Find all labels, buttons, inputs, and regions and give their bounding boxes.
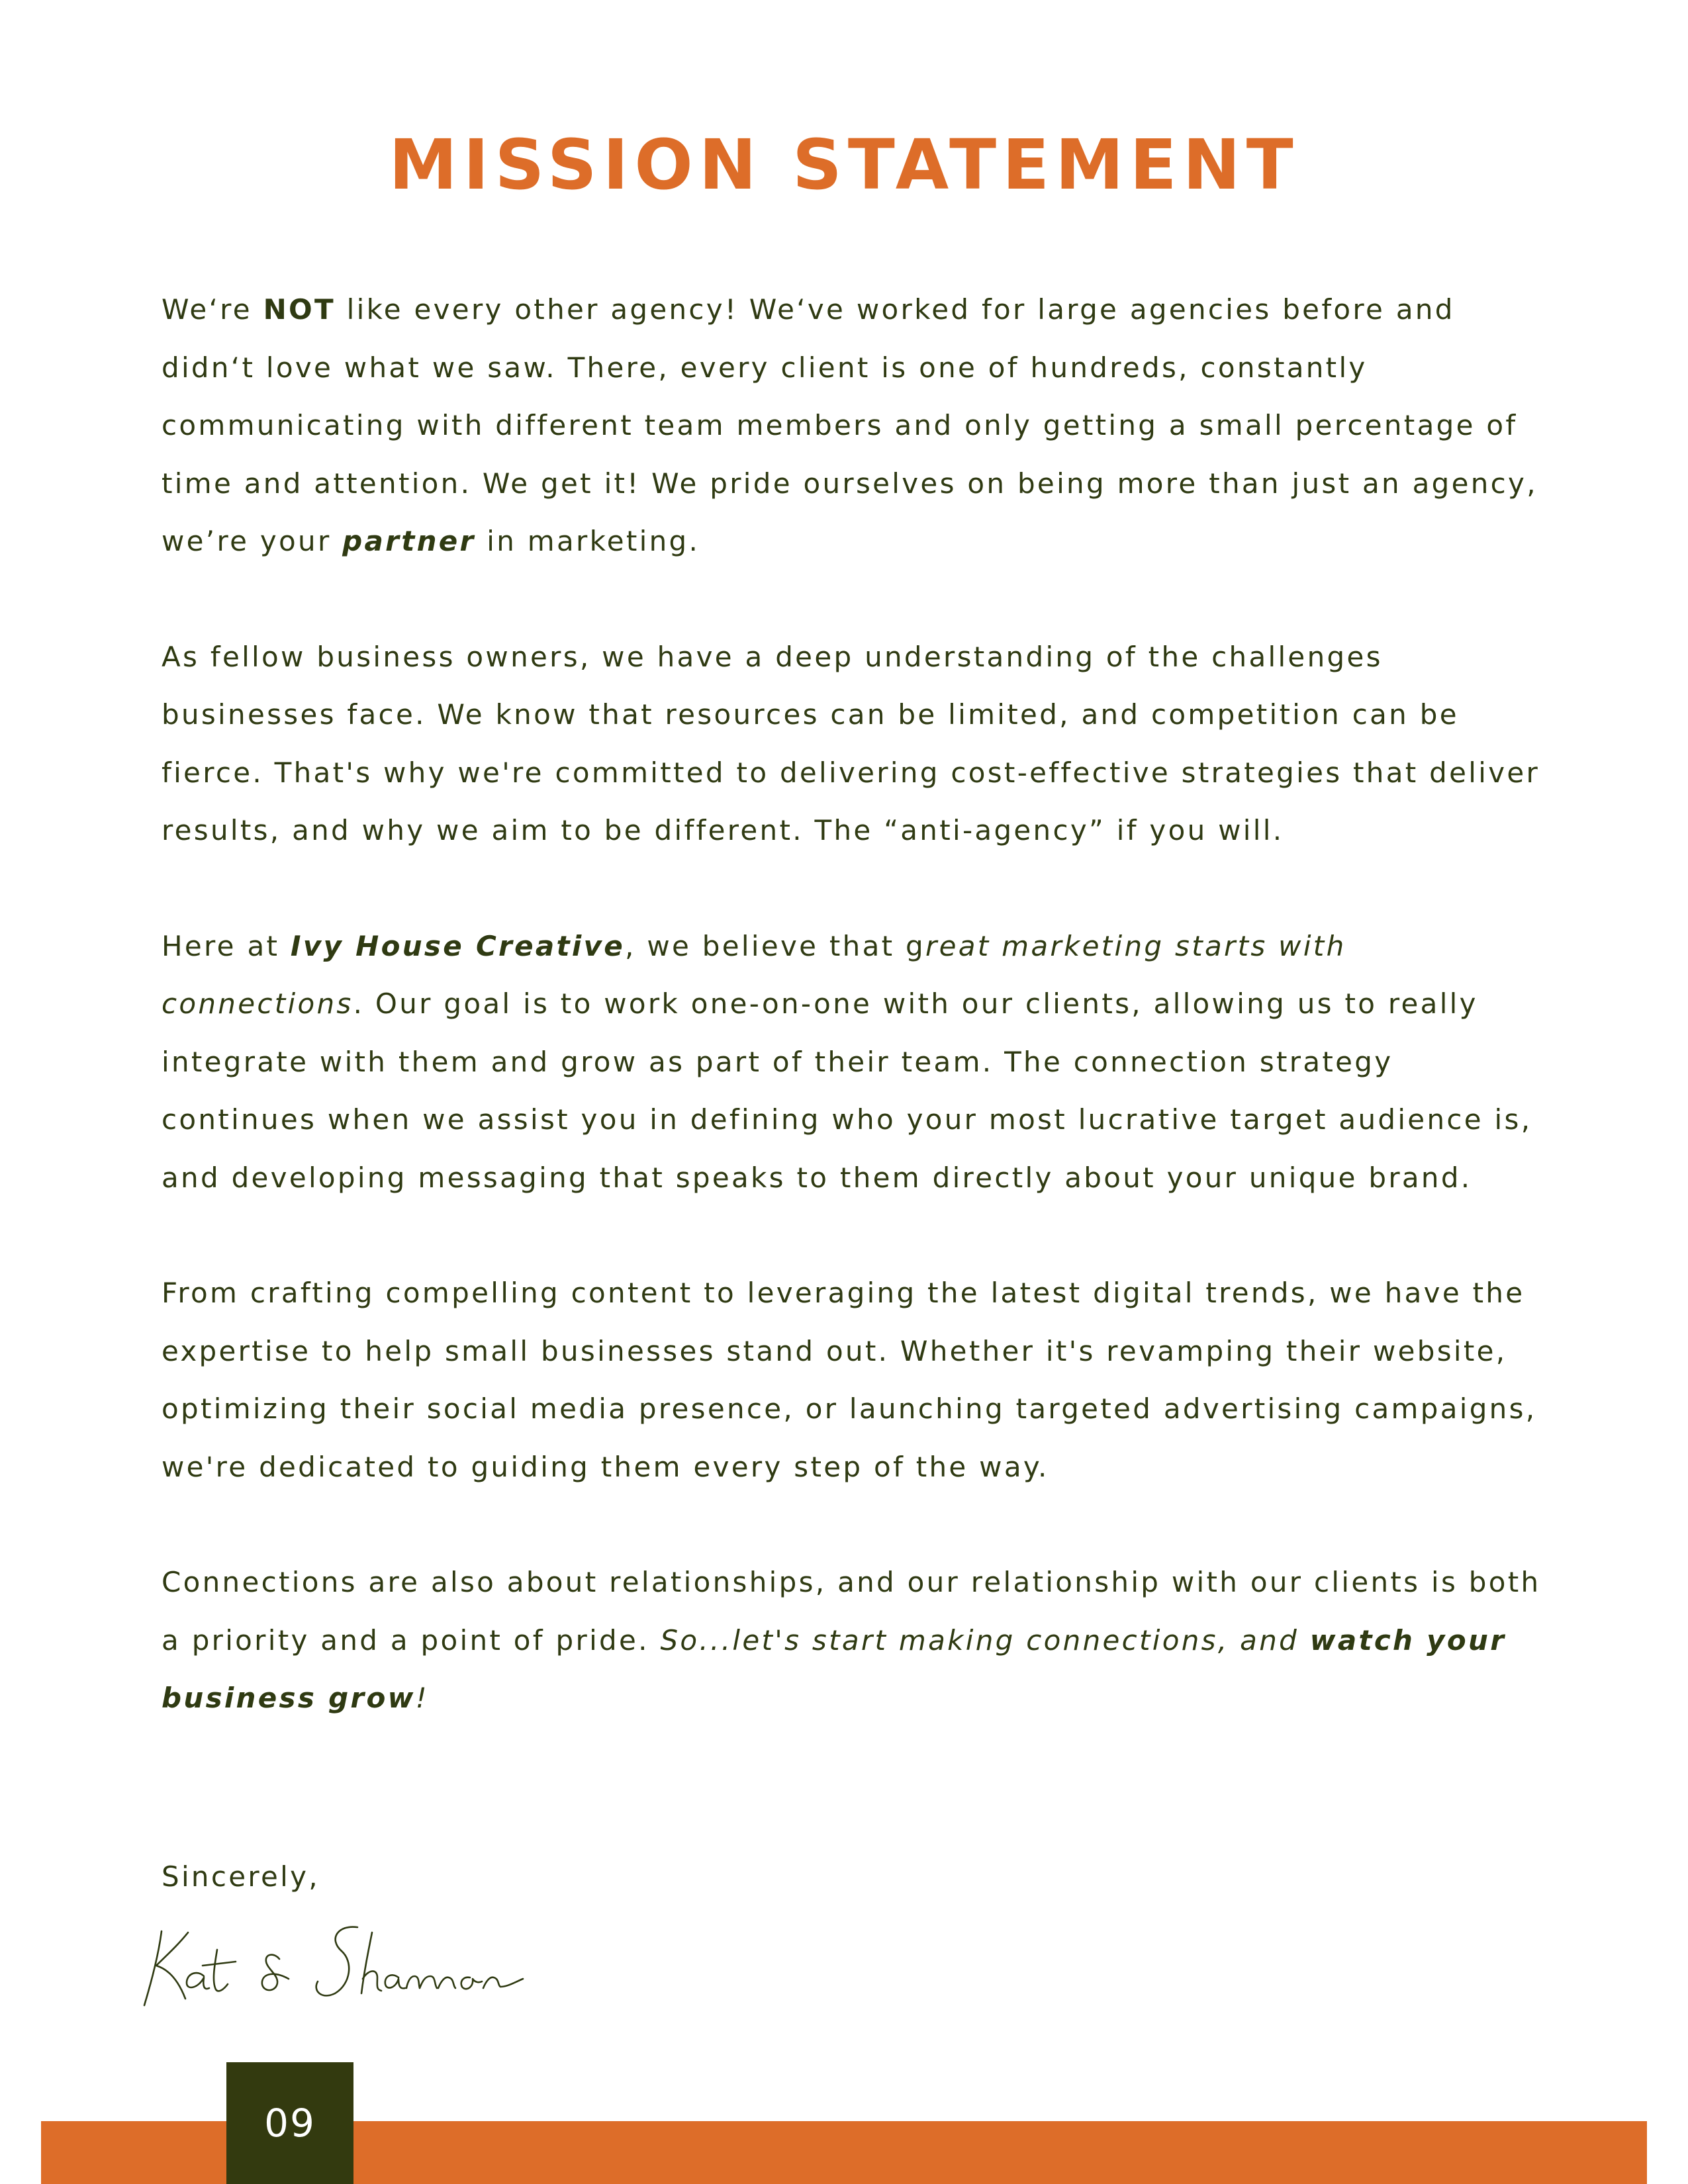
text-run: . Our goal is to work one-on-one with our clients, allowing us to really integrate with them and grow as part of their team. The connection strategy continues when we assist you in defining who your most lucrative target audience is, and developing messaging that speaks to them directly about your unique brand. <box>162 987 1532 1194</box>
page-number: 09 <box>264 2101 316 2146</box>
page-title: MISSION STATEMENT <box>389 124 1299 205</box>
paragraph-intro <box>162 281 1558 570</box>
page-number-box <box>226 2062 353 2184</box>
paragraph-expertise <box>162 1264 1558 1496</box>
text-run: As fellow business owners, we have a deep understanding of the challenges businesses face. We know that resources can be limited, and competition can be fierce. That's why we're committed to delivering cost-effective strategies that deliver results, and why we aim to be different. The “anti-agency” if you will. <box>162 640 1540 846</box>
text-run: From crafting compelling content to leveraging the latest digital trends, we have the expertise to help small businesses stand out. Whether it's revamping their website, optimizing their social media presence, or launching targeted advertising campaigns, we're dedicated to guiding them every step of the way. <box>162 1277 1537 1483</box>
mission-body <box>162 281 1558 1785</box>
emphasis-connections: reat marketing starts with connections <box>162 929 1346 1020</box>
text-run: We‘re <box>162 293 263 326</box>
emphasis-partner: partner <box>342 525 476 557</box>
paragraph-ivy-house <box>162 917 1558 1207</box>
text-run: Connections are also about relationships, and our relationship with our clients is both a priority and a point of pride. <box>162 1566 1541 1657</box>
text-run: , we believe that g <box>625 929 926 962</box>
signoff: Sincerely, <box>162 1860 320 1893</box>
emphasis-start: So...let's start making connections, and <box>660 1623 1310 1657</box>
text-run: in marketing. <box>475 525 700 557</box>
emphasis-grow: watch your business grow <box>162 1623 1507 1714</box>
text-run: Here at <box>162 929 291 962</box>
emphasis-not: NOT <box>263 293 336 326</box>
paragraph-relationships <box>162 1553 1558 1727</box>
company-name: Ivy House Creative <box>290 929 626 962</box>
text-run: ! <box>415 1682 429 1714</box>
paragraph-business-owners <box>162 628 1558 860</box>
signature-image <box>139 1913 530 2019</box>
text-run: like every other agency! We‘ve worked for large agencies before and didn‘t love what we saw. There, every client is one of hundreds, constantly communicating with different team members and only getting a small percentage of time and attention. We get it! We pride ourselves on being more than just an agency, we’re your <box>162 293 1538 557</box>
